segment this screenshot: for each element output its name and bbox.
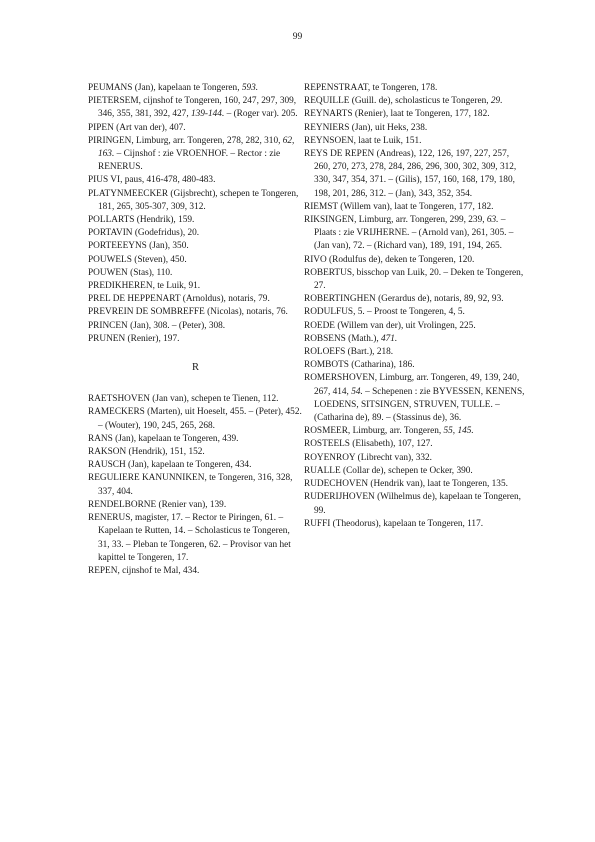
index-entry-text: (Godefridus), 20. (132, 228, 200, 239)
index-entry-text: (Hendrik van), laat te Tongeren, 135. (368, 479, 508, 490)
index-entry (88, 306, 303, 319)
index-headword: REYS DE REPEN (304, 149, 375, 160)
index-entry (88, 122, 303, 135)
index-headword: POUWEN (88, 267, 128, 278)
index-entry-text: (Math.), (345, 333, 381, 344)
index-entry-text: , bisschop van Luik, 20. – Deken te Tongeren, 27. (314, 267, 524, 292)
index-entry-text: (Nicolas), notaris, 76. (204, 307, 288, 318)
index-entry (88, 433, 303, 446)
section-letter-heading: R (191, 362, 199, 374)
index-entry (304, 293, 526, 306)
index-entry (88, 333, 303, 346)
index-entry-italic-ref: 29. (490, 96, 503, 107)
index-headword: ROLOEFS (304, 347, 346, 358)
index-entry-text: (Elisabeth), 107, 127. (349, 439, 433, 450)
index-entry (88, 95, 303, 121)
index-entry-italic-ref: 139-144. (190, 109, 225, 120)
index-headword: RIVO (304, 254, 327, 265)
index-entry-text: (Jan), kapelaan te Tongeren, 439. (112, 433, 239, 444)
index-entry-text: (Jan), 350. (146, 241, 189, 252)
index-headword: REYNSOEN (304, 135, 354, 146)
page-number: 99 (292, 32, 303, 42)
index-entry (88, 267, 303, 280)
index-entry (304, 518, 526, 531)
index-entry (304, 452, 526, 465)
index-headword: ROBERTUS (304, 267, 353, 278)
index-headword: RUDERIJHOVEN (304, 492, 375, 503)
index-entry (304, 201, 526, 214)
index-entry (304, 333, 526, 346)
index-entry (304, 135, 526, 148)
index-headword: RAETSHOVEN (88, 394, 150, 405)
index-headword: PIUS VI (88, 175, 121, 186)
index-headword: ROSTEELS (304, 439, 350, 450)
index-list-r-left (88, 393, 303, 578)
index-column-left (88, 82, 303, 578)
index-headword: RUFFI (304, 518, 331, 529)
index-entry-text: (Jan), kapelaan te Tongeren, (132, 83, 242, 93)
index-entry-text: (Librecht van), 332. (355, 452, 432, 463)
index-entry (304, 306, 526, 319)
index-entry-text-continued: – Plaats : zie VRIJHERNE. – (Arnold van), 261, 305. – (Jan van), 72. – (Richard van), 189, 191, 194, 265. (314, 215, 514, 252)
index-headword: PEUMANS (88, 83, 133, 93)
index-entry (304, 108, 526, 121)
index-entry-text: (Theodorus), kapelaan te Tongeren, 117. (330, 518, 484, 529)
index-entry-text-continued: – (Roger var). 205. (224, 109, 298, 120)
index-entry (304, 122, 526, 135)
index-headword: PIRINGEN (88, 135, 132, 146)
index-headword: ROMBOTS (304, 360, 349, 371)
index-entry (304, 320, 526, 333)
index-entry-text: , Limburg, arr. Tongeren, (347, 426, 444, 437)
index-entry-text: (Arnoldus), notaris, 79. (180, 294, 270, 305)
index-entry-text: (Renier), laat te Tongeren, 177, 182. (352, 109, 490, 120)
index-entry (304, 214, 526, 254)
index-entry-text: (Andreas), 122, 126, 197, 227, 257, 260, 270, 273, 278, 284, 286, 296, 300, 302, 309, 312, 330, 347, 354, 371. – (Gilis), 157, 160, 168, 179, 180, 198, 201, 286, 312. – (Jan), 343, 352, 354. (314, 149, 517, 199)
index-entry-text: (Renier van), 139. (156, 499, 227, 510)
index-entry-italic-ref: 593. (241, 83, 259, 93)
index-entry-text: (Guill. de), scholasticus te Tongeren, (349, 96, 491, 107)
index-entry-italic-ref: 63. (486, 215, 499, 226)
index-headword: ROMERSHOVEN (304, 373, 375, 384)
index-entry-italic-ref: 55, 145. (443, 426, 474, 437)
index-entry (304, 254, 526, 267)
index-entry-text: (Stas), 110. (127, 267, 173, 278)
index-headword: REYNARTS (304, 109, 353, 120)
index-headword: PRINCEN (88, 320, 128, 331)
index-entry (88, 293, 303, 306)
index-headword: ROYENROY (304, 452, 356, 463)
index-entry-text: , te Luik, 91. (152, 281, 201, 292)
index-headword: RAKSON (88, 447, 127, 458)
index-headword: RENDELBORNE (88, 499, 157, 510)
index-headword: PREDIKHEREN (88, 281, 153, 292)
index-entry-text: , te Tongeren, 178. (367, 83, 438, 93)
index-headword: ROEDE (304, 320, 335, 331)
index-entry (88, 135, 303, 175)
index-headword: PREL DE HEPPENART (88, 294, 181, 305)
index-entry-text: (Jan), 308. – (Peter), 308. (127, 320, 226, 331)
index-entry-text: (Steven), 450. (131, 254, 187, 265)
index-headword: RODULFUS (304, 307, 354, 318)
index-entry (88, 320, 303, 333)
index-headword: PORTAVIN (88, 228, 133, 239)
index-entry (88, 280, 303, 293)
index-entry-text: , Limburg, arr. Tongeren, 49, 139, 240, 267, 414, (314, 373, 520, 397)
index-entry-text: , cijnshof te Tongeren, 160, 247, 297, 309, 346, 355, 381, 392, 427, (98, 96, 297, 120)
index-headword: REQUILLE (304, 96, 350, 107)
index-entry-text: (Hendrik), 151, 152. (126, 447, 205, 458)
index-headword: PLATYNMEECKER (88, 188, 169, 199)
index-entry-text: (Catharina), 186. (348, 360, 415, 371)
index-list-p (88, 82, 303, 346)
index-entry-text-continued: – Cijnshof : zie VROENHOF. – Rector : zie RENERUS. (98, 149, 281, 173)
index-entry (304, 148, 526, 201)
index-entry-text: (Collar de), schepen te Ocker, 390. (340, 465, 473, 476)
index-entry (88, 565, 303, 578)
index-column-right (304, 82, 526, 531)
index-entry-text: (Jan), uit Heks, 238. (349, 122, 428, 133)
index-headword: RANS (88, 433, 113, 444)
index-headword: ROBERTINGHEN (304, 294, 376, 305)
index-entry-text-continued: – Schepenen : zie BYVESSEN, KENENS, LOEDENS, SITSINGEN, STRUVEN, TULLE. – (Catharina de), 89. – (Stassinus de), 36. (314, 386, 525, 424)
index-entry-text: (Bart.), 218. (345, 347, 394, 358)
index-headword: RIKSINGEN (304, 215, 355, 226)
index-entry-text: , Limburg, arr. Tongeren, 278, 282, 310, (131, 135, 283, 146)
index-entry-text: (Art van der), 407. (113, 122, 186, 133)
index-entry-text: (Gerardus de), notaris, 89, 92, 93. (375, 294, 504, 305)
index-entry-text: , te Tongeren, 316, 328, 337, 404. (98, 473, 293, 497)
index-headword: RAMECKERS (88, 407, 145, 418)
index-entry (304, 346, 526, 359)
index-entry (88, 499, 303, 512)
index-entry-text: (Jan van), schepen te Tienen, 112. (149, 394, 279, 405)
index-entry (304, 465, 526, 478)
index-headword: RUALLE (304, 465, 341, 476)
index-entry-text: , laat te Luik, 151. (353, 135, 422, 146)
index-entry-italic-ref: 471. (380, 333, 398, 344)
index-entry-text: (Rodulfus de), deken te Tongeren, 120. (326, 254, 475, 265)
index-entry (304, 425, 526, 438)
index-entry-text: , Limburg, arr. Tongeren, 299, 239, (354, 215, 487, 226)
index-entry (304, 438, 526, 451)
index-entry (88, 512, 303, 565)
index-entry (88, 459, 303, 472)
index-entry-text: (Jan), kapelaan te Tongeren, 434. (125, 460, 252, 471)
index-headword: RIEMST (304, 201, 338, 212)
index-entry-text: (Willem van), laat te Tongeren, 177, 182. (337, 201, 494, 212)
index-entry (88, 188, 303, 214)
index-headword: REYNIERS (304, 122, 350, 133)
index-headword: RENERUS (88, 513, 131, 524)
index-headword: PORTEEEYNS (88, 241, 147, 252)
index-headword: PRUNEN (88, 333, 126, 344)
index-headword: REGULIERE KANUNNIKEN (88, 473, 205, 484)
index-entry-text: , cijnshof te Mal, 434. (117, 565, 200, 576)
index-entry-text: (Gijsbrecht), schepen te Tongeren, 181, 265, 305-307, 309, 312. (98, 188, 299, 212)
index-entry-text: (Willem van der), uit Vrolingen, 225. (335, 320, 476, 331)
index-headword: POLLARTS (88, 215, 135, 226)
index-entry (88, 214, 303, 227)
index-entry-text: , magister, 17. – Rector te Piringen, 61. – Kapelaan te Rutten, 14. – Scholasticus te Tongeren, 31, 33. – Pleban te Tongeren, 62. – Provisor van het kapittel te Tongeren, 17. (98, 513, 291, 563)
index-headword: REPENSTRAAT (304, 83, 368, 93)
index-entry (88, 393, 303, 406)
index-entry-italic-ref: 62, 163. (98, 135, 295, 160)
index-headword: RAUSCH (88, 460, 126, 471)
index-entry (88, 472, 303, 498)
index-headword: PIPEN (88, 122, 114, 133)
index-entry (88, 227, 303, 240)
index-entry (88, 406, 303, 432)
index-entry (304, 478, 526, 491)
index-entry (88, 174, 303, 187)
index-entry-text: (Renier), 197. (125, 333, 180, 344)
index-headword: ROSMEER (304, 426, 348, 437)
index-entry (304, 372, 526, 425)
index-entry (304, 359, 526, 372)
index-entry (88, 82, 303, 95)
index-headword: ROBSENS (304, 333, 346, 344)
index-entry (88, 254, 303, 267)
index-headword: RUDECHOVEN (304, 479, 369, 490)
index-entry (304, 267, 526, 293)
index-headword: PREVREIN DE SOMBREFFE (88, 307, 205, 318)
index-entry-text: (Wilhelmus de), kapelaan te Tongeren, 99. (314, 492, 521, 516)
index-entry-italic-ref: 54. (351, 386, 363, 397)
index-entry (304, 95, 526, 108)
index-entry-text: (Marten), uit Hoeselt, 455. – (Peter), 452. – (Wouter), 190, 245, 265, 268. (98, 407, 302, 431)
index-entry-text: , paus, 416-478, 480-483. (120, 175, 216, 186)
index-list-r-right (304, 82, 526, 531)
index-entry (88, 240, 303, 253)
index-headword: REPEN (88, 565, 118, 576)
index-entry-text: , 5. – Proost te Tongeren, 4, 5. (353, 307, 465, 318)
index-headword: POUWELS (88, 254, 132, 265)
index-entry-text: (Hendrik), 159. (134, 215, 195, 226)
index-entry (88, 446, 303, 459)
index-entry (304, 82, 526, 95)
index-entry (304, 491, 526, 517)
index-headword: PIETERSEM (88, 96, 139, 107)
